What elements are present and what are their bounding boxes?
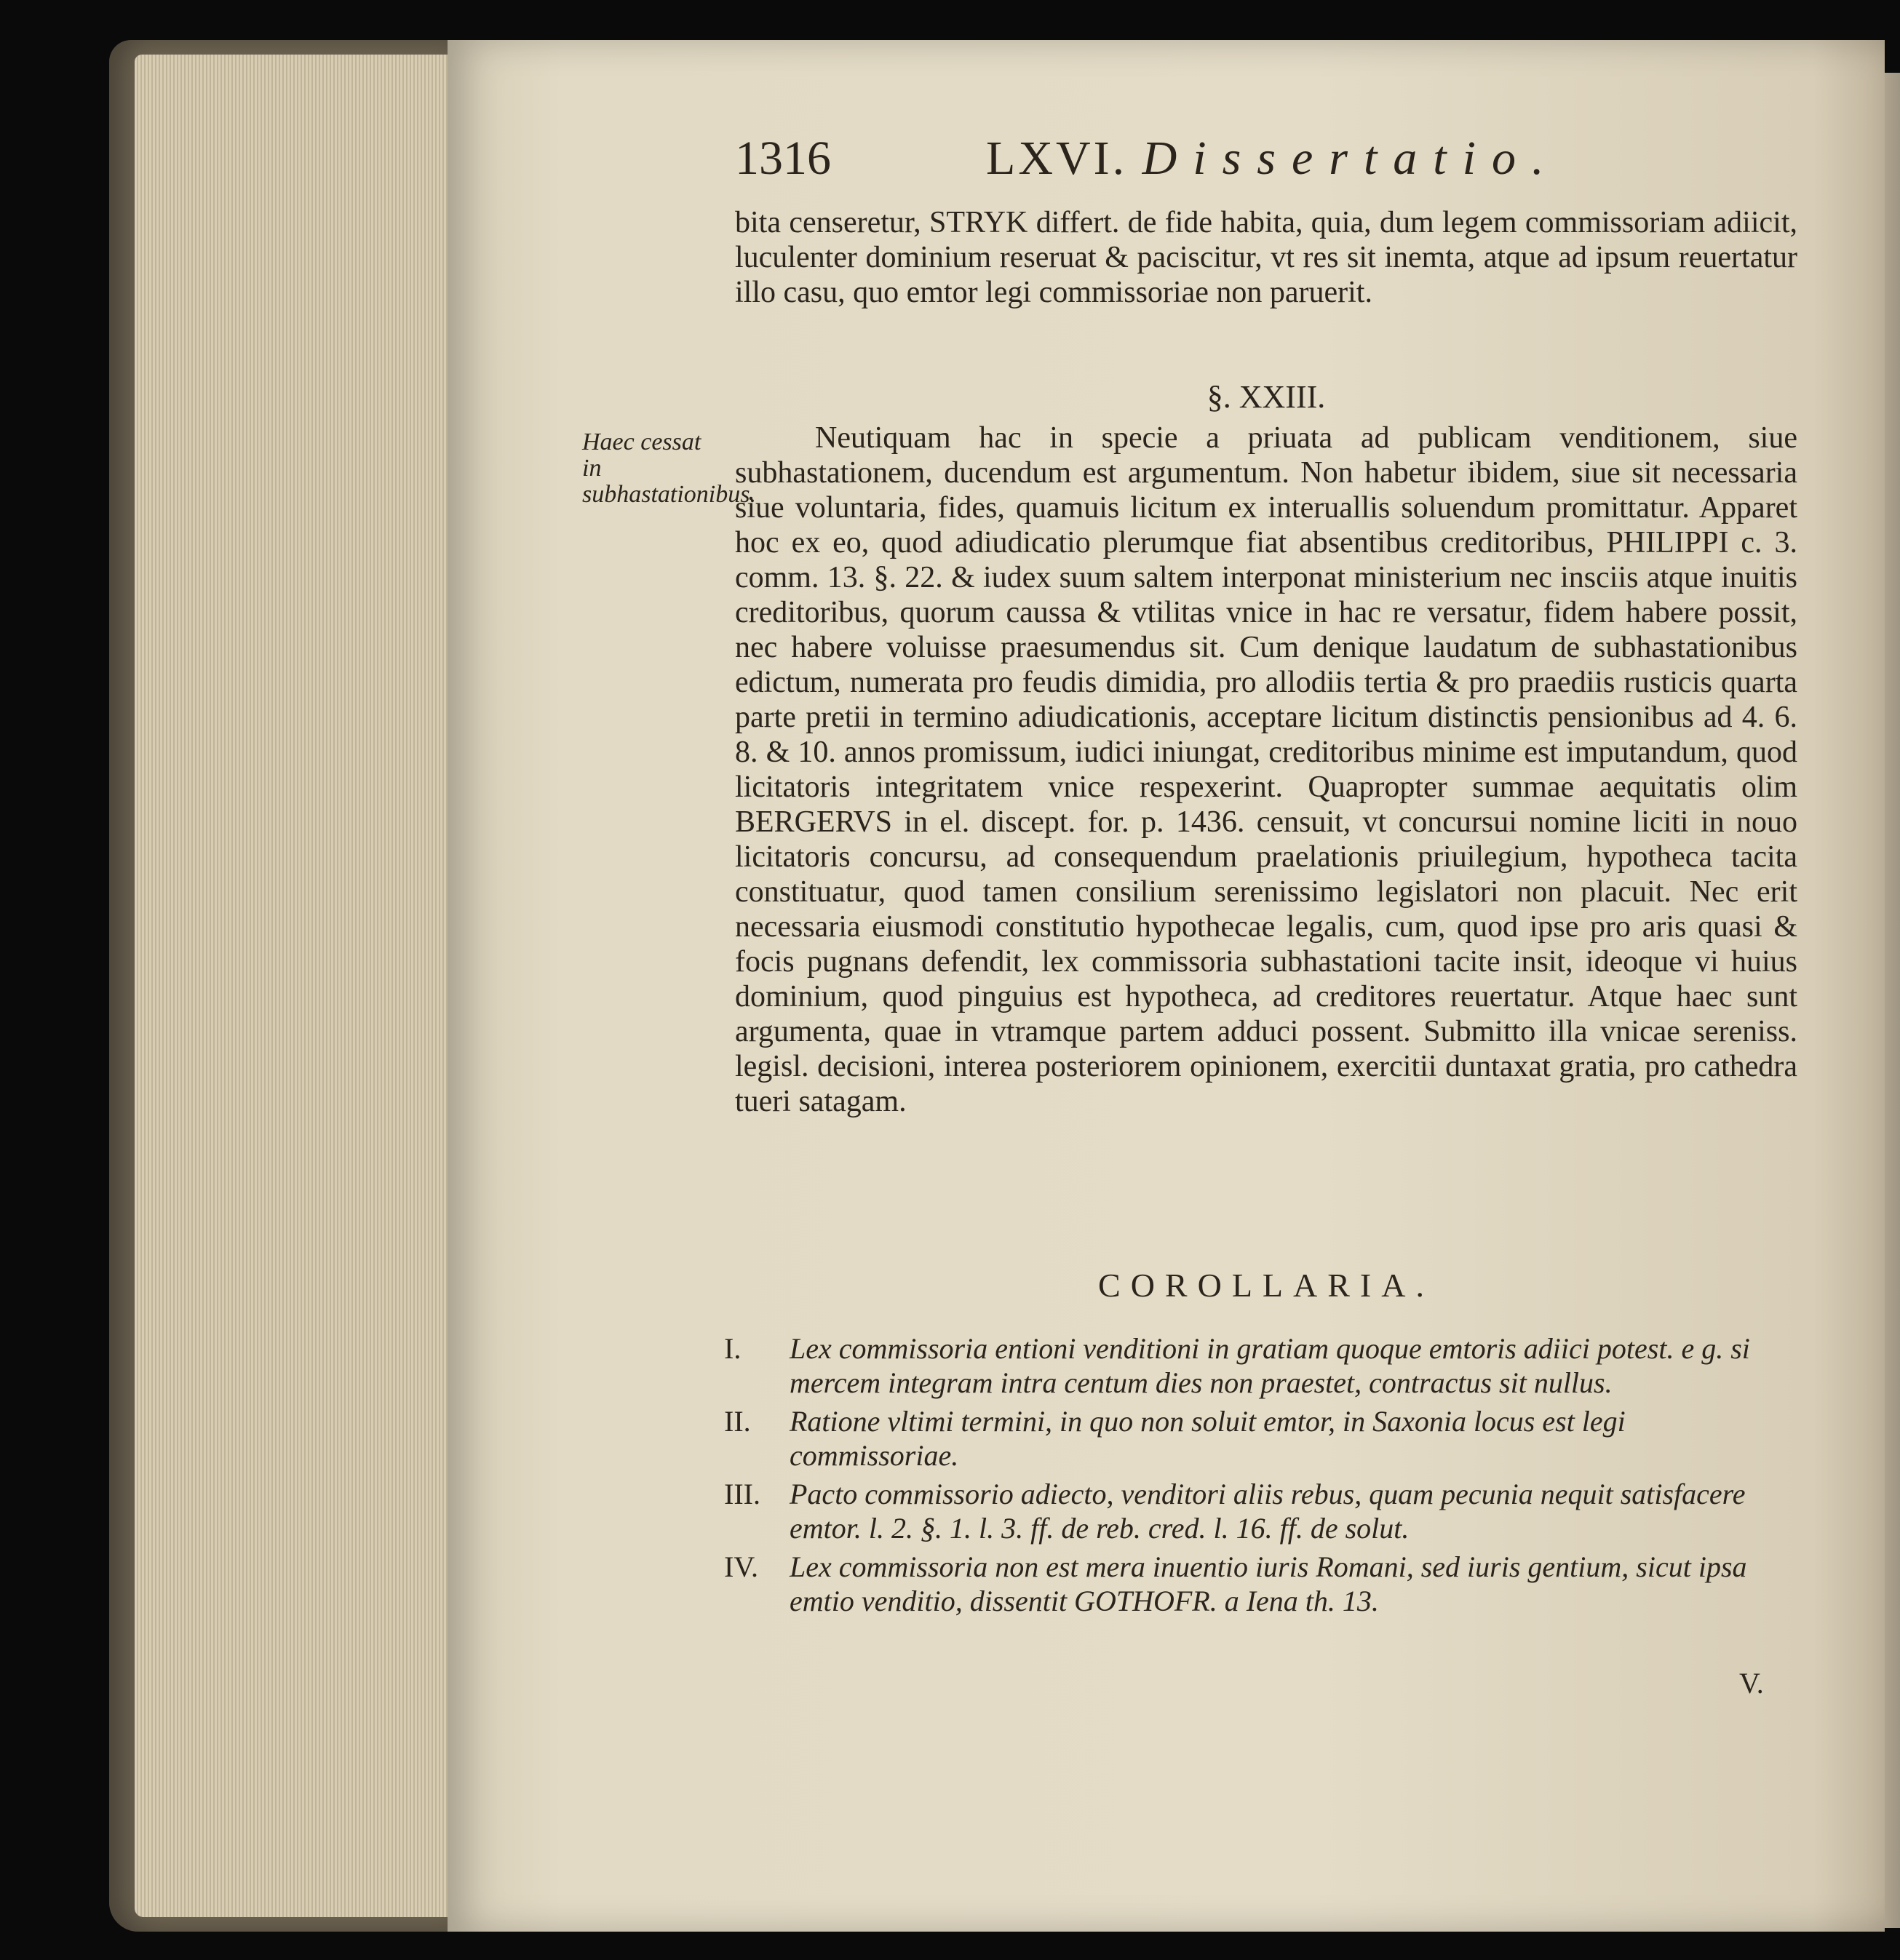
corollary-item <box>724 1404 1797 1473</box>
running-head-numeral: LXVI. <box>986 132 1128 185</box>
corollary-item <box>724 1477 1797 1545</box>
corollaria-list <box>724 1331 1797 1622</box>
corollary-number: I. <box>724 1332 742 1365</box>
page-number: 1316 <box>735 132 831 185</box>
corollary-item <box>724 1331 1797 1400</box>
paragraph-section-xxiii: Neutiquam hac in specie a priuata ad publicam venditionem, siue subhastationem, ducendum est argumentum. Non habetur ibidem, siue sit necessaria siue voluntaria, fides, quamuis licitum ex interuallis soluendum promittatur. Apparet hoc ex eo, quod adiudicatio plerumque fiat absentibus creditoribus, PHILIPPI c. 3. comm. 13. §. 22. & iudex suum saltem interponat ministerium nec insciis atque inuitis creditoribus, quorum caussa & vtilitas vnice in hac re versatur, fidem habere possit, nec habere voluisse praesumendus sit. Cum denique laudatum de subhastationibus edictum, numerata pro feudis dimidia, pro allodiis tertia & pro praediis rusticis quarta parte pretii in termino adiudicationis, acceptare licitum distinctis pensionibus ad 4. 6. 8. & 10. annos promissum, iudici iniungat, creditoribus minime est imputandum, quod licitatoris integritatem vnice respexerint. Quapropter summae aequitatis olim BERGERVS in el. discept. for. p. 1436. censuit, vt concursui nomine liciti in nouo licitatoris concursu, ad consequendum praelationis priuilegium, hypotheca tacita constituatur, quod tamen consilium serenissimo legislatori non placuit. Nec erit necessaria eiusmodi constitutio hypothecae legalis, cum, quod ipse pro aris quasi & focis pugnans defendit, lex commissoria subhastationi tacite insit, ideoque vi huius dominium, quod pinguius est hypotheca, ad creditores reuertatur. Atque haec sunt argumenta, quae in vtramque partem adduci possent. Submitto illa vnicae sereniss. legisl. decisioni, interea posteriorem opinionem, exercitii duntaxat gratia, pro cathedra tueri satagam. <box>735 421 1797 1118</box>
running-head <box>986 131 1559 186</box>
catchword: V. <box>1739 1667 1764 1700</box>
corollaria-heading: COROLLARIA. <box>1098 1267 1434 1304</box>
corollary-text: Lex commissoria entioni venditioni in gratiam quoque emtoris adiici potest. e g. si mercem integram intra centum dies non praestet, contractus sit nullus. <box>790 1332 1750 1399</box>
corollary-number: III. <box>724 1478 760 1510</box>
corollary-number: IV. <box>724 1550 759 1583</box>
corollary-text: Lex commissoria non est mera inuentio iuris Romani, sed iuris gentium, sicut ipsa emtio venditio, dissentit GOTHOFR. a Iena th. 13. <box>790 1550 1747 1617</box>
corollary-number: II. <box>724 1405 751 1438</box>
paragraph-continuation: bita censeretur, STRYK differt. de fide habita, quia, dum legem commissoriam adiicit, luculenter dominium reseruat & paciscitur, vt res sit inemta, atque ad ipsum reuertatur illo casu, quo emtor legi commissoriae non paruerit. <box>735 206 1797 309</box>
running-header <box>735 131 1608 189</box>
page-edges <box>135 55 455 1917</box>
corollary-text: Pacto commissorio adiecto, venditori aliis rebus, quam pecunia nequit satisfacere emtor. l. 2. §. 1. l. 3. ff. de reb. cred. l. 16. ff. de solut. <box>790 1478 1746 1545</box>
corollary-item <box>724 1550 1797 1618</box>
running-head-title: Dissertatio. <box>1142 132 1560 185</box>
corollary-text: Ratione vltimi termini, in quo non soluit emtor, in Saxonia locus est legi commissoriae. <box>790 1405 1626 1472</box>
margin-note: Haec cessat in subhastationibus. <box>582 429 756 508</box>
section-heading: §. XXIII. <box>1207 379 1326 415</box>
